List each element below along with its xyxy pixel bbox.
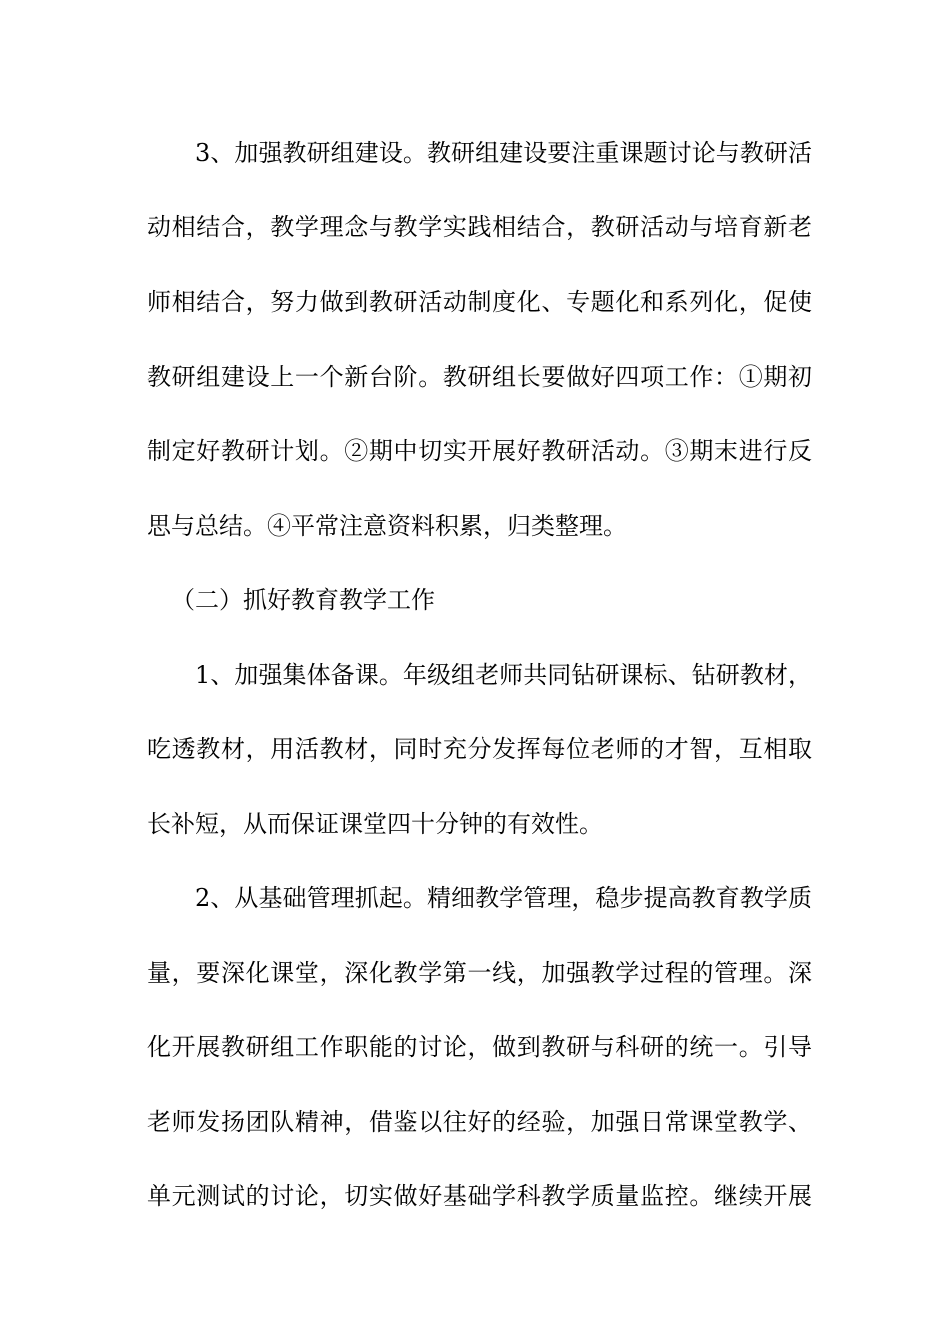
paragraph-3-line-1: 3、加强教研组建设。教研组建设要注重课题讨论与教研活 [195, 139, 812, 167]
paragraph-1-line-3: 长补短，从而保证课堂四十分钟的有效性。 [147, 810, 603, 838]
section-heading: （二）抓好教育教学工作 [171, 586, 435, 614]
paragraph-3-line-2: 动相结合，教学理念与教学实践相结合，教研活动与培育新老 [147, 213, 812, 241]
paragraph-3-line-6: 思与总结。④平常注意资料积累，归类整理。 [147, 512, 627, 540]
paragraph-1-line-1: 1、加强集体备课。年级组老师共同钻研课标、钻研教材， [195, 661, 812, 689]
paragraph-3-line-3: 师相结合，努力做到教研活动制度化、专题化和系列化，促使 [147, 288, 812, 316]
paragraph-2-line-5: 单元测试的讨论，切实做好基础学科教学质量监控。继续开展 [147, 1182, 812, 1210]
paragraph-2-line-3: 化开展教研组工作职能的讨论，做到教研与科研的统一。引导 [147, 1033, 812, 1061]
paragraph-2-line-2: 量，要深化课堂，深化教学第一线，加强教学过程的管理。深 [147, 959, 812, 987]
paragraph-3-line-4: 教研组建设上一个新台阶。教研组长要做好四项工作：①期初 [147, 363, 812, 391]
paragraph-1-line-2: 吃透教材，用活教材，同时充分发挥每位老师的才智，互相取 [147, 735, 812, 763]
paragraph-2-line-1: 2、从基础管理抓起。精细教学管理，稳步提高教育教学质 [195, 884, 812, 912]
paragraph-2-line-4: 老师发扬团队精神，借鉴以往好的经验，加强日常课堂教学、 [147, 1108, 812, 1136]
paragraph-3-line-5: 制定好教研计划。②期中切实开展好教研活动。③期末进行反 [147, 437, 812, 465]
